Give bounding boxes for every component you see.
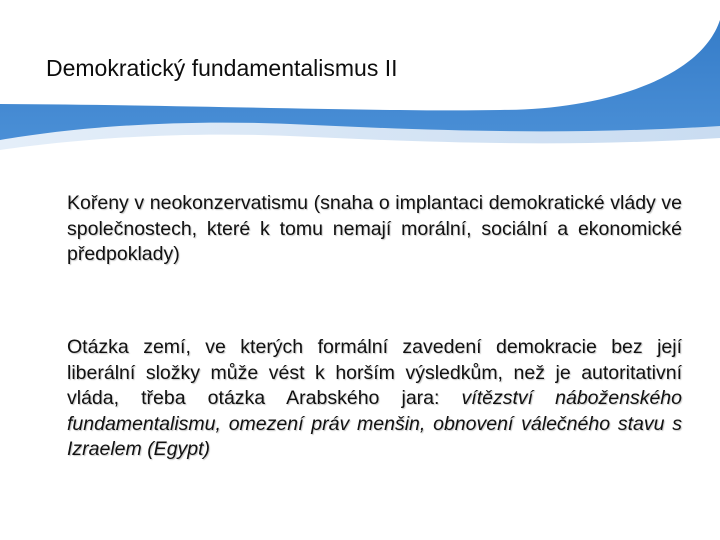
paragraph-question-normal: Otázka zemí, ve kterých formální zavedení demokracie bez její liberální složky může vést k horším výsledkům, než je autoritativní vláda, třeba otázka Arabského jara: [67, 336, 682, 409]
slide-title: Demokratický fundamentalismus II [46, 55, 398, 81]
paragraph-question [67, 335, 682, 463]
paragraph-roots: Kořeny v neokonzervatismu (snaha o implantaci demokratické vlády ve společnostech, které k tomu nemají morální, sociální a ekonomické předpoklady) [67, 192, 682, 265]
paragraph-question-italic: vítězství náboženského fundamentalismu, omezení práv menšin, obnovení válečného stavu s Izraelem (Egypt) [67, 387, 683, 460]
